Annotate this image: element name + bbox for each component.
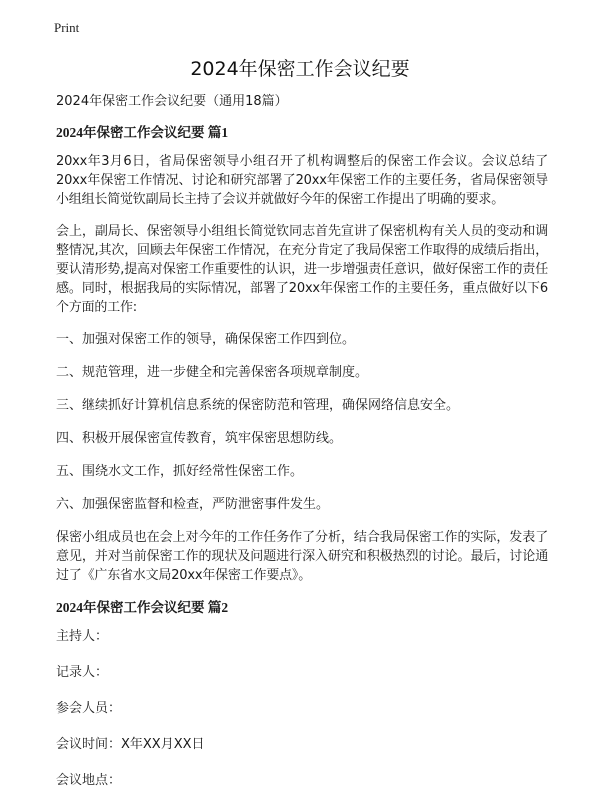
paragraph: 20xx年3月6日，省局保密领导小组召开了机构调整后的保密工作会议。会议总结了20xx年保密工作情况、讨论和研究部署了20xx年保密工作的主要任务，省局保密领导小组组长简觉钦副局长主持了会议并就做好今年的保密工作提出了明确的要求。 (56, 154, 548, 207)
meeting-time-field: 会议时间：X年XX月XX日 (56, 737, 205, 752)
list-item: 五、围绕水文工作，抓好经常性保密工作。 (56, 464, 304, 479)
attendees-field: 参会人员： (56, 701, 122, 716)
section-heading-2: 2024年保密工作会议纪要 篇2 (56, 600, 229, 615)
recorder-field: 记录人： (56, 665, 109, 680)
list-item: 三、继续抓好计算机信息系统的保密防范和管理，确保网络信息安全。 (56, 398, 460, 413)
meeting-location-field: 会议地点： (56, 773, 122, 788)
list-item: 四、积极开展保密宣传教育，筑牢保密思想防线。 (56, 431, 343, 446)
host-field: 主持人： (56, 629, 109, 644)
list-item: 六、加强保密监督和检查，严防泄密事件发生。 (56, 497, 330, 512)
section-heading-1: 2024年保密工作会议纪要 篇1 (56, 125, 229, 140)
page-title: 2024年保密工作会议纪要 (190, 58, 410, 80)
document-body (56, 92, 548, 807)
list-item: 二、规范管理，进一步健全和完善保密各项规章制度。 (56, 365, 369, 380)
paragraph: 会上，副局长、保密领导小组组长简觉钦同志首先宣讲了保密机构有关人员的变动和调整情况,其次，回顾去年保密工作情况，在充分肯定了我局保密工作取得的成绩后指出，要认清形势,提高对保密工作重要性的认识，进一步增强责任意识，做好保密工作的责任感。同时，根据我局的实际情况，部署了20xx年保密工作的主要任务，重点做好以下6个方面的工作: (56, 224, 548, 315)
list-item: 一、加强对保密工作的领导，确保保密工作四到位。 (56, 332, 356, 347)
paragraph: 保密小组成员也在会上对今年的工作任务作了分析，结合我局保密工作的实际，发表了意见，并对当前保密工作的现状及问题进行深入研究和积极热烈的讨论。最后，讨论通过了《广东省水文局20xx年保密工作要点》。 (56, 530, 548, 583)
print-link[interactable]: Print (54, 20, 80, 35)
document-subtitle: 2024年保密工作会议纪要（通用18篇） (56, 94, 288, 109)
